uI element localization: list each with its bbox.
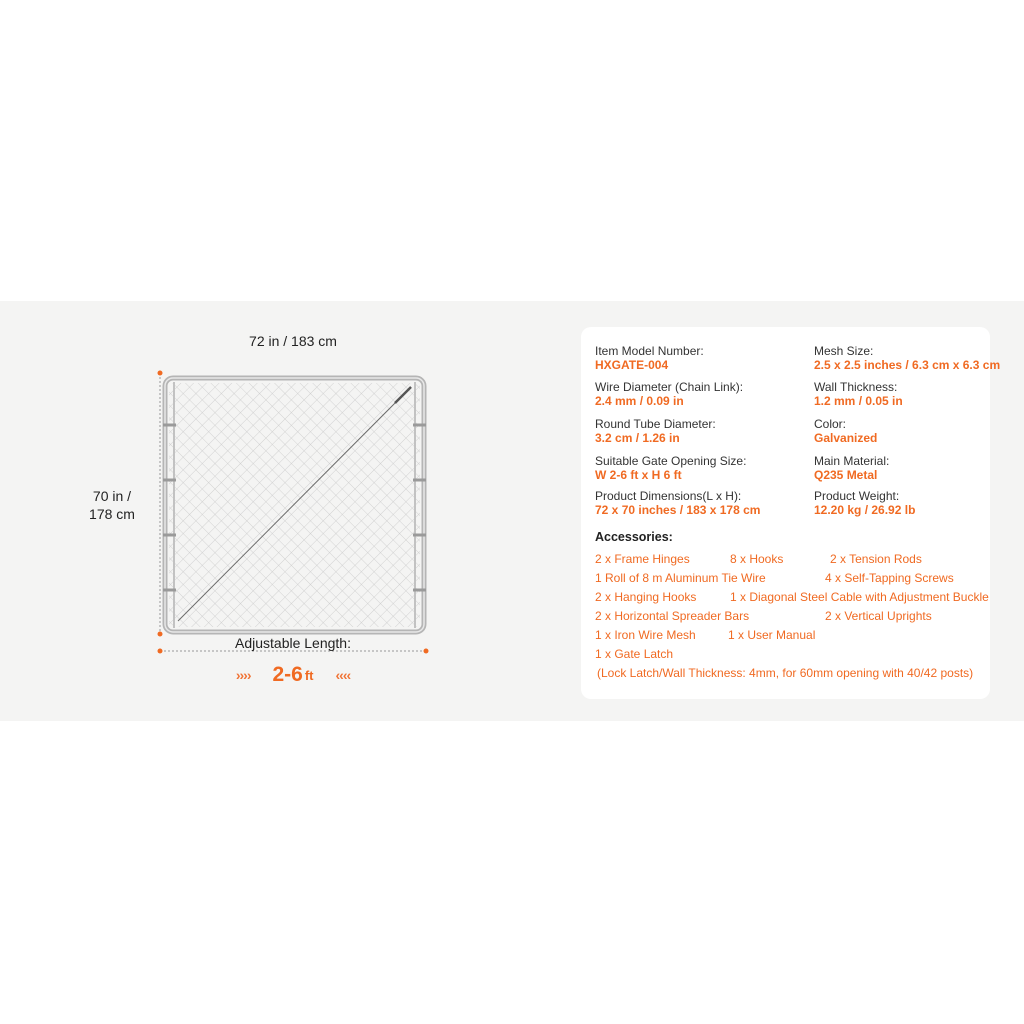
spec-gate-opening: Suitable Gate Opening Size: W 2-6 ft x H 6 ft bbox=[595, 454, 747, 482]
chevrons-right-icon: ›››› bbox=[235, 667, 251, 683]
range-unit: ft bbox=[304, 667, 314, 683]
spec-tube-diameter: Round Tube Diameter: 3.2 cm / 1.26 in bbox=[595, 417, 716, 445]
width-label: 72 in / 183 cm bbox=[249, 333, 337, 349]
accessories-title: Accessories: bbox=[595, 530, 673, 544]
accessory-item: 1 x User Manual bbox=[728, 628, 816, 642]
spec-model: Item Model Number: HXGATE-004 bbox=[595, 344, 704, 372]
dimension-dot bbox=[158, 371, 163, 376]
spec-wire-diameter: Wire Diameter (Chain Link): 2.4 mm / 0.09 in bbox=[595, 380, 744, 408]
adjustable-range bbox=[160, 663, 426, 687]
spec-mesh-size: Mesh Size: 2.5 x 2.5 inches / 6.3 cm x 6.3 cm bbox=[814, 344, 1001, 372]
range-value: 2-6 bbox=[272, 663, 303, 686]
height-label: 70 in / 178 cm bbox=[89, 488, 135, 522]
accessory-item: 2 x Vertical Uprights bbox=[825, 609, 932, 623]
adjustable-length-label: Adjustable Length: bbox=[235, 635, 351, 651]
spec-card bbox=[581, 327, 1001, 699]
latch-note: (Lock Latch/Wall Thickness: 4mm, for 60mm opening with 40/42 posts) bbox=[597, 666, 974, 680]
accessory-item: 2 x Hanging Hooks bbox=[595, 590, 697, 604]
spec-weight: Product Weight: 12.20 kg / 26.92 lb bbox=[814, 489, 916, 517]
accessory-item: 2 x Frame Hinges bbox=[595, 552, 690, 566]
gate-illustration bbox=[145, 355, 445, 660]
accessory-item: 1 x Gate Latch bbox=[595, 647, 674, 661]
spec-color: Color: Galvanized bbox=[814, 417, 878, 445]
chevrons-left-icon: ‹‹‹‹ bbox=[335, 667, 351, 683]
spec-wall-thickness: Wall Thickness: 1.2 mm / 0.05 in bbox=[814, 380, 903, 408]
accessory-item: 8 x Hooks bbox=[730, 552, 784, 566]
spec-main-material: Main Material: Q235 Metal bbox=[814, 454, 890, 482]
chain-link-mesh bbox=[169, 383, 420, 627]
accessory-item: 1 x Iron Wire Mesh bbox=[595, 628, 696, 642]
accessory-item: 2 x Tension Rods bbox=[830, 552, 922, 566]
accessory-item: 4 x Self-Tapping Screws bbox=[825, 571, 954, 585]
spec-dimensions: Product Dimensions(L x H): 72 x 70 inches / 183 x 178 cm bbox=[595, 489, 761, 517]
accessory-item: 2 x Horizontal Spreader Bars bbox=[595, 609, 750, 623]
accessory-item: 1 x Diagonal Steel Cable with Adjustment Buckle bbox=[730, 590, 989, 604]
accessory-item: 1 Roll of 8 m Aluminum Tie Wire bbox=[595, 571, 766, 585]
